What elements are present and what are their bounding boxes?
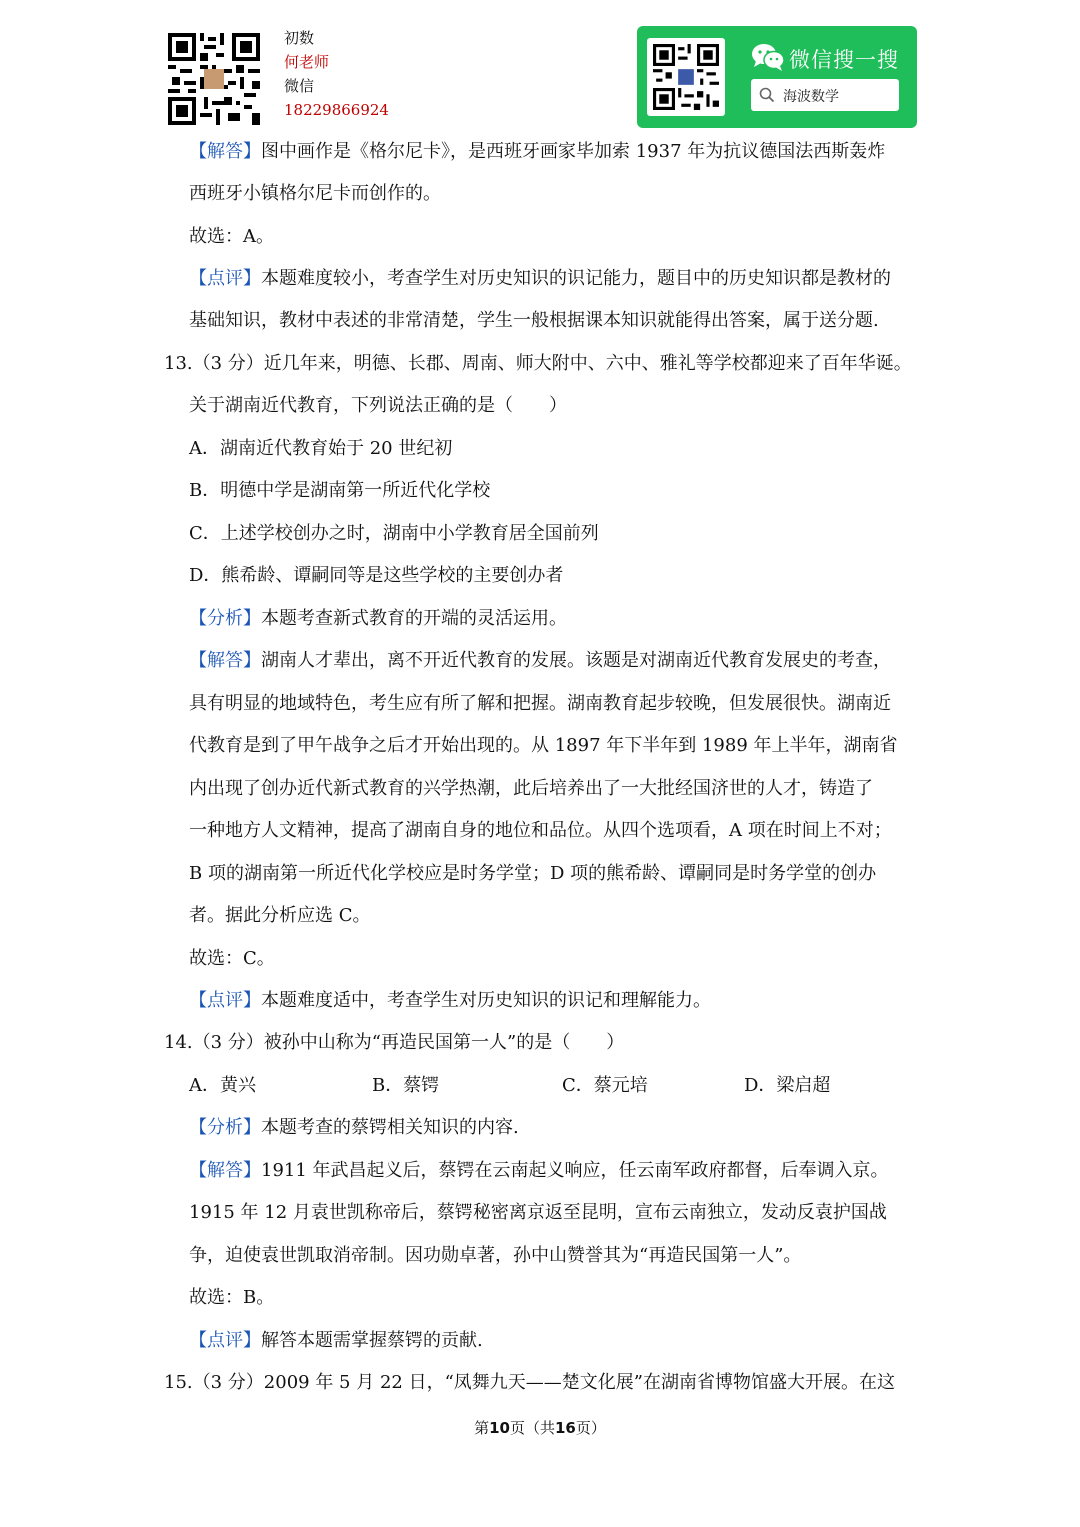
contact-line-1: 初数 (284, 29, 315, 47)
q13-answer-line-6: B 项的湖南第一所近代化学校应是时务学堂；D 项的熊希龄、谭嗣同是时务学堂的创办 (189, 863, 877, 884)
wechat-search-title: 微信搜一搜 (789, 48, 899, 72)
q13-answer-line-4: 内出现了创办近代新式教育的兴学热潮，此后培养出了一大批经国济世的人才，铸造了 (189, 778, 873, 799)
q14-option-b: B．蔡锷 (372, 1075, 440, 1096)
q12-choice: 故选：A。 (189, 226, 274, 247)
qr-code-right (647, 38, 725, 116)
contact-wechat-label: 微信 (284, 77, 315, 95)
q13-option-c: C．上述学校创办之时，湖南中小学教育居全国前列 (189, 523, 599, 544)
contact-teacher: 何老师 (284, 53, 330, 71)
q14-answer-line-2: 1915 年 12 月袁世凯称帝后，蔡锷秘密离京返至昆明，宣布云南独立，发动反袁护国战 (189, 1202, 887, 1223)
qr-code-left (168, 33, 260, 125)
q14-choice: 故选：B。 (189, 1287, 275, 1308)
qr-code-icon (653, 44, 719, 110)
q12-comment-line-2: 基础知识，教材中表述的非常清楚，学生一般根据课本知识就能得出答案，属于送分题. (189, 310, 879, 331)
contact-phone: 18229866924 (284, 101, 389, 119)
wechat-search-banner (637, 26, 917, 128)
q13-answer-line-2: 具有明显的地域特色，考生应有所了解和把握。湖南教育起步较晚，但发展很快。湖南近 (189, 693, 891, 714)
q13-answer-line-7: 者。据此分析应选 C。 (189, 905, 371, 926)
q12-comment-line-1: 【点评】本题难度较小，考查学生对历史知识的识记能力，题目中的历史知识都是教材的 (189, 268, 891, 289)
q13-answer-line-3: 代教育是到了甲午战争之后才开始出现的。从 1897 年下半年到 1989 年上半年，湖南省 (189, 735, 898, 756)
comment-tag: 【点评】 (189, 1330, 261, 1351)
q14-answer-line-1: 【解答】1911 年武昌起义后，蔡锷在云南起义响应，任云南军政府都督，后奉调入京。 (189, 1160, 889, 1181)
q13-choice: 故选：C。 (189, 948, 275, 969)
total-pages: 16 (555, 1419, 576, 1437)
analysis-tag: 【分析】 (189, 1117, 261, 1138)
q13-answer-line-1: 【解答】湖南人才辈出，离不开近代教育的发展。该题是对湖南近代教育发展史的考查， (189, 650, 891, 671)
q14-option-d: D．梁启超 (744, 1075, 831, 1096)
q14-analysis: 【分析】本题考查的蔡锷相关知识的内容. (189, 1117, 519, 1138)
q12-answer-line-1: 【解答】图中画作是《格尔尼卡》，是西班牙画家毕加索 1937 年为抗议德国法西斯轰炸 (189, 141, 886, 162)
q13-analysis: 【分析】本题考查新式教育的开端的灵活运用。 (189, 608, 567, 629)
q13-option-a: A．湖南近代教育始于 20 世纪初 (189, 438, 453, 459)
wechat-search-box[interactable] (751, 79, 899, 111)
comment-tag: 【点评】 (189, 268, 261, 289)
qr-code-icon (168, 33, 260, 125)
answer-tag: 【解答】 (189, 650, 261, 671)
q13-option-d: D．熊希龄、谭嗣同等是这些学校的主要创办者 (189, 565, 564, 586)
q13-answer-line-5: 一种地方人文精神，提高了湖南自身的地位和品位。从四个选项看，A 项在时间上不对； (189, 820, 892, 841)
q15-stem-line-1: 15.（3 分）2009 年 5 月 22 日，“凤舞九天——楚文化展”在湖南省博物馆盛大开展。在这 (164, 1372, 895, 1393)
q14-option-c: C．蔡元培 (562, 1075, 648, 1096)
q13-option-b: B．明德中学是湖南第一所近代化学校 (189, 480, 491, 501)
q13-stem-line-2: 关于湖南近代教育，下列说法正确的是（ ） (189, 395, 567, 416)
q13-stem-line-1: 13.（3 分）近几年来，明德、长郡、周南、师大附中、六中、雅礼等学校都迎来了百年华诞。 (164, 353, 912, 374)
q13-comment: 【点评】本题难度适中，考查学生对历史知识的识记和理解能力。 (189, 990, 711, 1011)
analysis-tag: 【分析】 (189, 608, 261, 629)
q14-option-a: A．黄兴 (189, 1075, 256, 1096)
current-page: 10 (489, 1419, 510, 1437)
q14-comment: 【点评】解答本题需掌握蔡锷的贡献. (189, 1330, 483, 1351)
wechat-logo-icon (751, 42, 785, 72)
answer-tag: 【解答】 (189, 1160, 261, 1181)
q12-answer-line-2: 西班牙小镇格尔尼卡而创作的。 (189, 183, 441, 204)
wechat-search-text: 海波数学 (783, 89, 839, 105)
q14-answer-line-3: 争，迫使袁世凯取消帝制。因功勋卓著，孙中山赞誉其为“再造民国第一人”。 (189, 1245, 802, 1266)
comment-tag: 【点评】 (189, 990, 261, 1011)
answer-tag: 【解答】 (189, 141, 261, 162)
q14-stem: 14.（3 分）被孙中山称为“再造民国第一人”的是（ ） (164, 1032, 625, 1053)
search-icon (759, 87, 775, 103)
page-number-footer: 第10页（共16页） (474, 1419, 606, 1437)
